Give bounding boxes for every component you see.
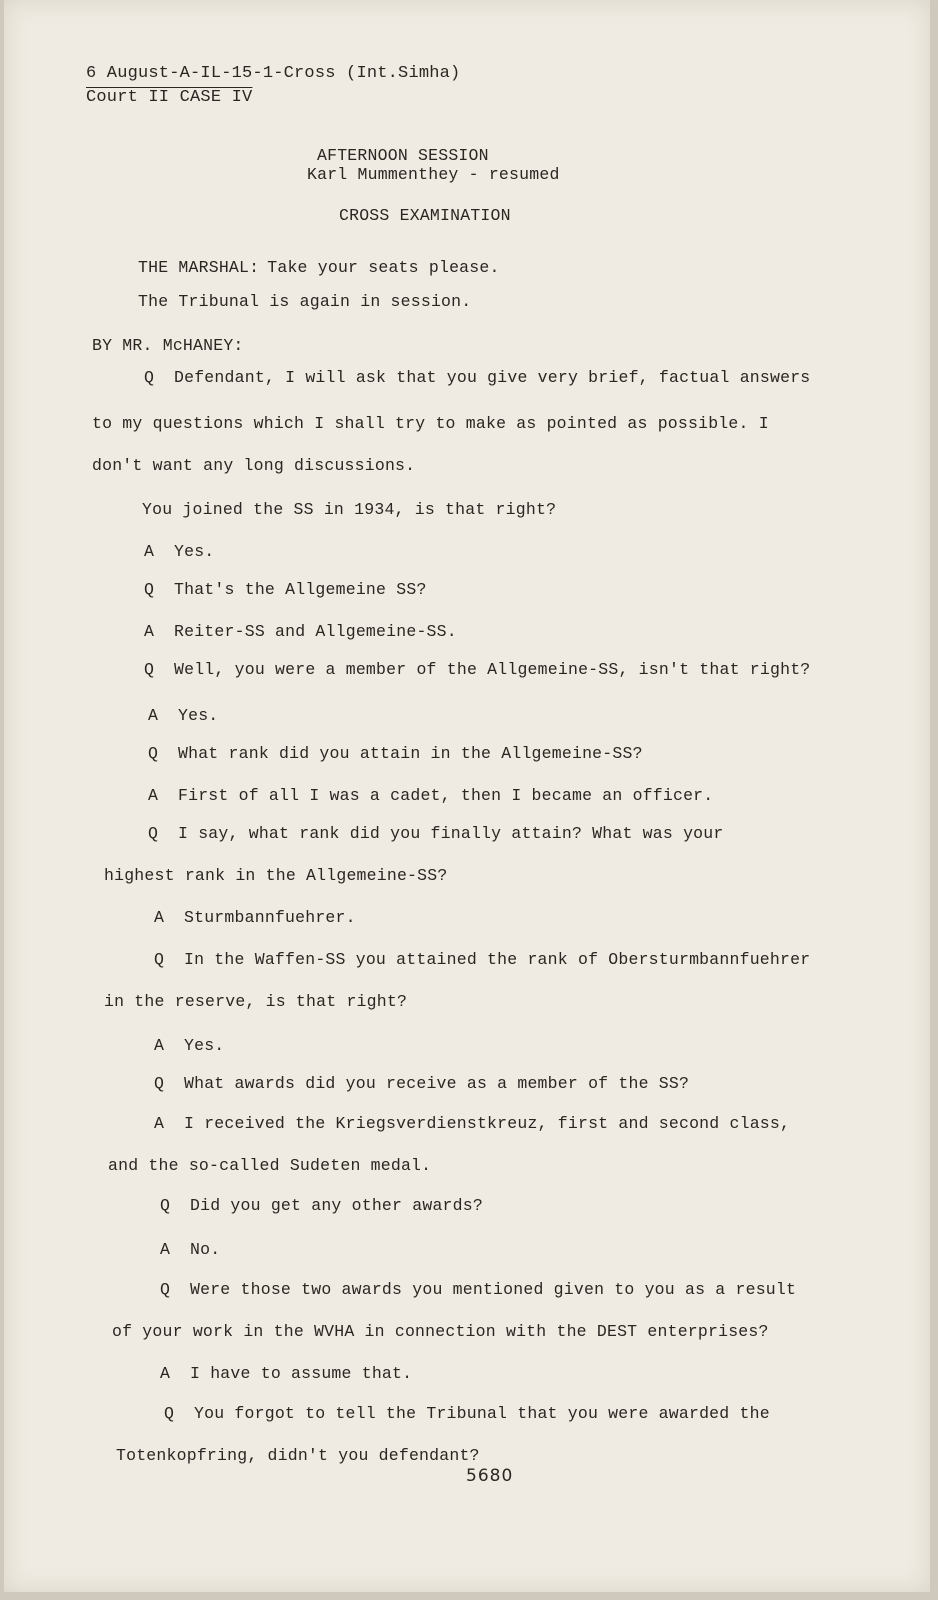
testimony-line — [160, 1280, 796, 1300]
qa-marker: Q — [164, 1404, 175, 1423]
qa-marker: A — [160, 1364, 171, 1383]
qa-marker: Q — [160, 1280, 171, 1299]
testimony-text: Reiter-SS and Allgemeine-SS. — [174, 622, 457, 641]
testimony-line — [142, 500, 556, 520]
testimony-text: Totenkopfring, didn't you defendant? — [116, 1446, 480, 1465]
testimony-line — [112, 1322, 769, 1342]
exam-title: CROSS EXAMINATION — [339, 206, 511, 225]
testimony-text: Yes. — [178, 706, 219, 725]
qa-marker: A — [148, 786, 159, 805]
qa-marker: A — [154, 1036, 165, 1055]
qa-marker: Q — [144, 580, 155, 599]
examiner-line: BY MR. McHANEY: — [92, 336, 244, 355]
testimony-text: What rank did you attain in the Allgemeine-SS? — [178, 744, 643, 763]
testimony-line — [148, 706, 218, 726]
testimony-line — [144, 660, 810, 680]
testimony-text: Well, you were a member of the Allgemeine-SS, isn't that right? — [174, 660, 811, 679]
testimony-line — [160, 1364, 412, 1384]
testimony-text: You forgot to tell the Tribunal that you were awarded the — [194, 1404, 770, 1423]
header-line-1: 6 August-A-IL-15-1-Cross (Int.Simha) — [86, 64, 461, 83]
testimony-text: Sturmbannfuehrer. — [184, 908, 356, 927]
session-title: AFTERNOON SESSION — [317, 146, 489, 165]
witness-line: Karl Mummenthey - resumed — [307, 165, 560, 184]
testimony-text: in the reserve, is that right? — [104, 992, 408, 1011]
qa-marker: A — [148, 706, 159, 725]
testimony-text: I received the Kriegsverdienstkreuz, first and second class, — [184, 1114, 791, 1133]
header-line-2: Court II CASE IV — [86, 88, 253, 107]
testimony-line — [154, 1114, 790, 1134]
testimony-line — [164, 1404, 770, 1424]
qa-marker: A — [144, 542, 155, 561]
testimony-line — [154, 1036, 224, 1056]
marshal-line — [138, 258, 500, 278]
qa-marker: A — [154, 1114, 165, 1133]
testimony-line — [104, 992, 407, 1012]
speaker-label: THE MARSHAL: — [138, 258, 260, 277]
testimony-line — [144, 580, 427, 600]
testimony-line — [148, 824, 724, 844]
qa-marker: Q — [160, 1196, 171, 1215]
qa-marker: Q — [154, 950, 165, 969]
testimony-line — [144, 542, 214, 562]
qa-marker: Q — [148, 744, 159, 763]
testimony-line — [154, 950, 810, 970]
testimony-text: No. — [190, 1240, 221, 1259]
testimony-text: You joined the SS in 1934, is that right? — [142, 500, 557, 519]
testimony-text: of your work in the WVHA in connection with the DEST enterprises? — [112, 1322, 769, 1341]
testimony-line — [144, 622, 457, 642]
qa-marker: Q — [144, 660, 155, 679]
testimony-line — [92, 456, 415, 476]
testimony-text: don't want any long discussions. — [92, 456, 416, 475]
page-number: 5680 — [466, 1466, 514, 1486]
testimony-line — [104, 866, 447, 886]
document-page — [4, 0, 930, 1592]
testimony-text: Yes. — [184, 1036, 225, 1055]
testimony-line — [148, 786, 713, 806]
testimony-text: What awards did you receive as a member of the SS? — [184, 1074, 690, 1093]
testimony-text: First of all I was a cadet, then I became an officer. — [178, 786, 714, 805]
marshal-text: Take your seats please. — [267, 258, 500, 277]
testimony-text: I say, what rank did you finally attain? What was your — [178, 824, 724, 843]
testimony-text: highest rank in the Allgemeine-SS? — [104, 866, 448, 885]
testimony-text: to my questions which I shall try to make as pointed as possible. I — [92, 414, 769, 433]
testimony-line — [160, 1196, 483, 1216]
qa-marker: Q — [154, 1074, 165, 1093]
testimony-text: That's the Allgemeine SS? — [174, 580, 427, 599]
testimony-line — [160, 1240, 220, 1260]
qa-marker: Q — [148, 824, 159, 843]
testimony-line — [92, 414, 769, 434]
testimony-text: Defendant, I will ask that you give very brief, factual answers — [174, 368, 811, 387]
testimony-line — [154, 1074, 689, 1094]
qa-marker: Q — [144, 368, 155, 387]
testimony-line — [154, 908, 356, 928]
testimony-line — [148, 744, 643, 764]
testimony-text: Yes. — [174, 542, 215, 561]
testimony-text: and the so-called Sudeten medal. — [108, 1156, 432, 1175]
qa-marker: A — [144, 622, 155, 641]
session-line: The Tribunal is again in session. — [138, 292, 472, 311]
testimony-text: Were those two awards you mentioned given to you as a result — [190, 1280, 797, 1299]
testimony-line — [144, 368, 810, 388]
qa-marker: A — [154, 908, 165, 927]
testimony-line — [108, 1156, 431, 1176]
testimony-text: In the Waffen-SS you attained the rank of Obersturmbannfuehrer — [184, 950, 811, 969]
testimony-text: I have to assume that. — [190, 1364, 413, 1383]
qa-marker: A — [160, 1240, 171, 1259]
testimony-line — [116, 1446, 480, 1466]
testimony-text: Did you get any other awards? — [190, 1196, 483, 1215]
